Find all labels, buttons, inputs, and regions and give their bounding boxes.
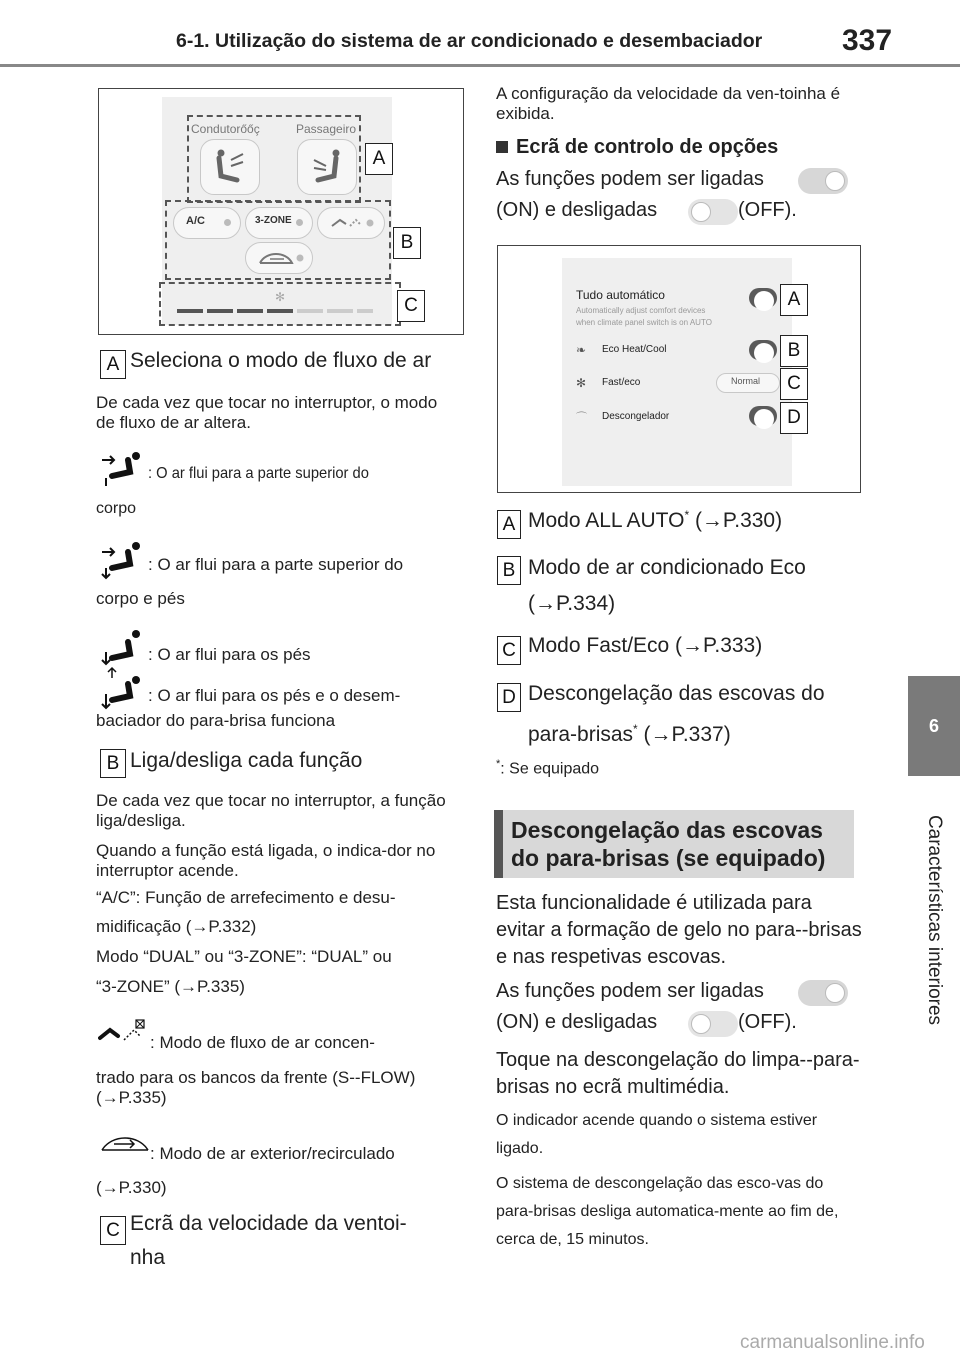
toggle-off-icon [688,199,738,225]
upper-body-flow-icon [100,450,144,490]
chapter-tab-number: 6 [908,676,960,776]
eco-toggle[interactable] [749,340,777,360]
callout-a: A [780,284,808,316]
passenger-airflow-button[interactable] [297,139,357,195]
item-a [528,508,782,533]
item-b-b: (→P.334) [528,592,616,615]
all-auto-toggle[interactable] [749,288,777,308]
auto-off-note: O sistema de descongelação das esco-vas do para-brisas desliga automatica-mente ao fim de, cerca de, 15 minutos. [496,1175,839,1248]
ac-label: A/C [186,215,205,227]
badge-b2: B [497,556,521,585]
flow4-b: baciador do para-brisa funciona [96,711,336,730]
item-d-b [528,722,731,747]
section-heading [494,810,854,878]
seat-airflow-icon [298,140,356,194]
c-title-b: nha [130,1246,166,1269]
s-flow-icon [318,208,384,238]
footnote [496,758,599,778]
wiper-defrost-icon: ⌒ [576,412,587,424]
intro-text: A configuração da velocidade da ven-toinha é exibida. [496,84,841,123]
flow1-a: : O ar flui para a parte superior do [148,465,369,482]
footnote-text: : Se equipado [500,760,600,778]
header-rule [0,64,960,67]
s-on-a: As funções podem ser ligadas [496,980,764,1002]
recirc-b: (→P.330) [96,1178,167,1197]
on-text-c: (OFF). [738,199,797,221]
defog-toggle[interactable] [749,406,777,426]
fan-speed-bar[interactable] [177,309,373,313]
recirculation-icon [246,243,312,273]
three-zone-label: 3-ZONE [255,215,292,226]
item-d-a: Descongelação das escovas do [528,682,825,705]
b-ac-a: “A/C”: Função de arrefecimento e desu- [96,888,396,907]
options-heading-text: Ecrã de controlo de opções [516,136,779,158]
a-body: De cada vez que tocar no interruptor, o modo de fluxo de ar altera. [96,393,438,432]
item-b-a: Modo de ar condicionado Eco [528,556,806,579]
flow2-b: corpo e pés [96,589,185,608]
callout-d: D [780,402,808,434]
on-text-a: As funções podem ser ligadas [496,168,764,190]
b-dual-a: Modo “DUAL” ou “3-ZONE”: “DUAL” ou [96,947,392,966]
item-d-ref: (→P.337) [637,723,731,746]
feet-flow-icon [100,628,144,682]
leaf-icon: ❧ [576,343,587,357]
zone-c-box [159,282,401,326]
normal-select-label: Normal [731,376,761,386]
s-flow-button[interactable] [317,207,385,239]
section-heading-line2: do para-brisas (se equipado) [511,845,826,871]
b-title: Liga/desliga cada função [130,749,363,772]
footnote-star: * [633,722,638,736]
item-a-ref: (→P.330) [689,509,783,532]
ac-indicator [224,219,231,226]
all-auto-sub1: Automatically adjust comfort devices [576,306,706,315]
footnote-star: * [496,758,501,770]
chapter-tab-label [908,790,960,1050]
toggle-on-icon [798,168,848,194]
badge-c: C [100,1216,126,1245]
flow3: : O ar flui para os pés [148,645,311,664]
watermark: carmanualsonline.info [740,1332,925,1353]
flow1-b: corpo [96,500,137,517]
three-zone-indicator [296,219,303,226]
ac-button[interactable] [173,207,241,239]
driver-airflow-button[interactable] [200,139,260,195]
page-number: 337 [842,24,893,57]
heading-square-icon [496,141,508,153]
callout-c: C [397,290,425,322]
fan-icon: ✻ [576,376,587,390]
flow4-a: : O ar flui para os pés e o desem- [148,686,401,705]
item-d-text: para-brisas [528,723,634,746]
recirculated-air-icon [98,1132,152,1160]
feet-defrost-flow-icon [100,676,144,712]
callout-b: B [780,335,808,367]
header-title: 6-1. Utilização do sistema de ar condicionado e desembaciador [176,30,763,52]
callout-b: B [393,227,421,259]
b-dual-b: “3-ZONE” (→P.335) [96,977,245,996]
flow2-a: : O ar flui para a parte superior do [148,555,404,574]
callout-a: A [365,143,393,175]
b-body1: De cada vez que tocar no interruptor, a função liga/desliga. [96,791,446,830]
all-auto-title: Tudo automático [576,288,665,302]
options-heading [496,136,778,159]
normal-select[interactable] [716,373,780,393]
all-auto-sub2: when climate panel switch is on AUTO [576,318,712,327]
seat-airflow-icon [201,140,259,194]
b-body2: Quando a função está ligada, o indica-dor no interruptor acende. [96,841,436,880]
fast-eco-label: Fast/eco [602,377,641,388]
section-body: Esta funcionalidade é utilizada para evitar a formação de gelo no para--brisas e nas respetivas escovas. [496,892,862,968]
item-a-text: Modo ALL AUTO [528,509,685,532]
c-title-a: Ecrã da velocidade da ventoi- [130,1212,407,1235]
recirculation-button[interactable] [245,242,313,274]
badge-a2: A [497,510,521,539]
sflow-a: : Modo de fluxo de ar concen- [150,1033,375,1052]
defog-label: Descongelador [602,411,670,422]
three-zone-button[interactable] [245,207,313,239]
badge-d2: D [497,683,521,712]
touch-instruction: Toque na descongelação do limpa--para-brisas no ecrã multimédia. [496,1049,860,1098]
sflow-b: trado para os bancos da frente (S--FLOW) (→P.335) [96,1068,416,1107]
badge-a: A [100,350,126,379]
s-on-c: (OFF). [738,1011,797,1033]
s-on-b: (ON) e desligadas [496,1011,658,1033]
fan-icon: ✻ [275,290,286,304]
eco-label: Eco Heat/Cool [602,344,667,355]
toggle-on-icon [798,980,848,1006]
a-title: Seleciona o modo de fluxo de ar [130,349,432,372]
badge-c2: C [497,636,521,665]
on-text-b: (ON) e desligadas [496,199,658,221]
section-heading-line1: Descongelação das escovas [511,817,823,843]
s-flow-mode-icon [98,1018,150,1050]
item-c: Modo Fast/Eco (→P.333) [528,634,763,657]
options-screen-figure [497,245,861,493]
indicator-note: O indicador acende quando o sistema estiver ligado. [496,1112,818,1157]
badge-b: B [100,749,126,778]
recirc-a: : Modo de ar exterior/recirculado [150,1144,395,1163]
driver-label: Condutorőőç [191,122,260,136]
b-ac-b: midificação (→P.332) [96,917,257,936]
chapter-tab-label-text: Características interiores [924,814,945,1026]
toggle-off-icon [688,1011,738,1037]
climate-panel-figure [98,88,464,335]
passenger-label: Passageiro [296,122,357,136]
callout-c: C [780,368,808,400]
upper-body-feet-flow-icon [100,540,144,582]
footnote-star: * [684,508,690,522]
